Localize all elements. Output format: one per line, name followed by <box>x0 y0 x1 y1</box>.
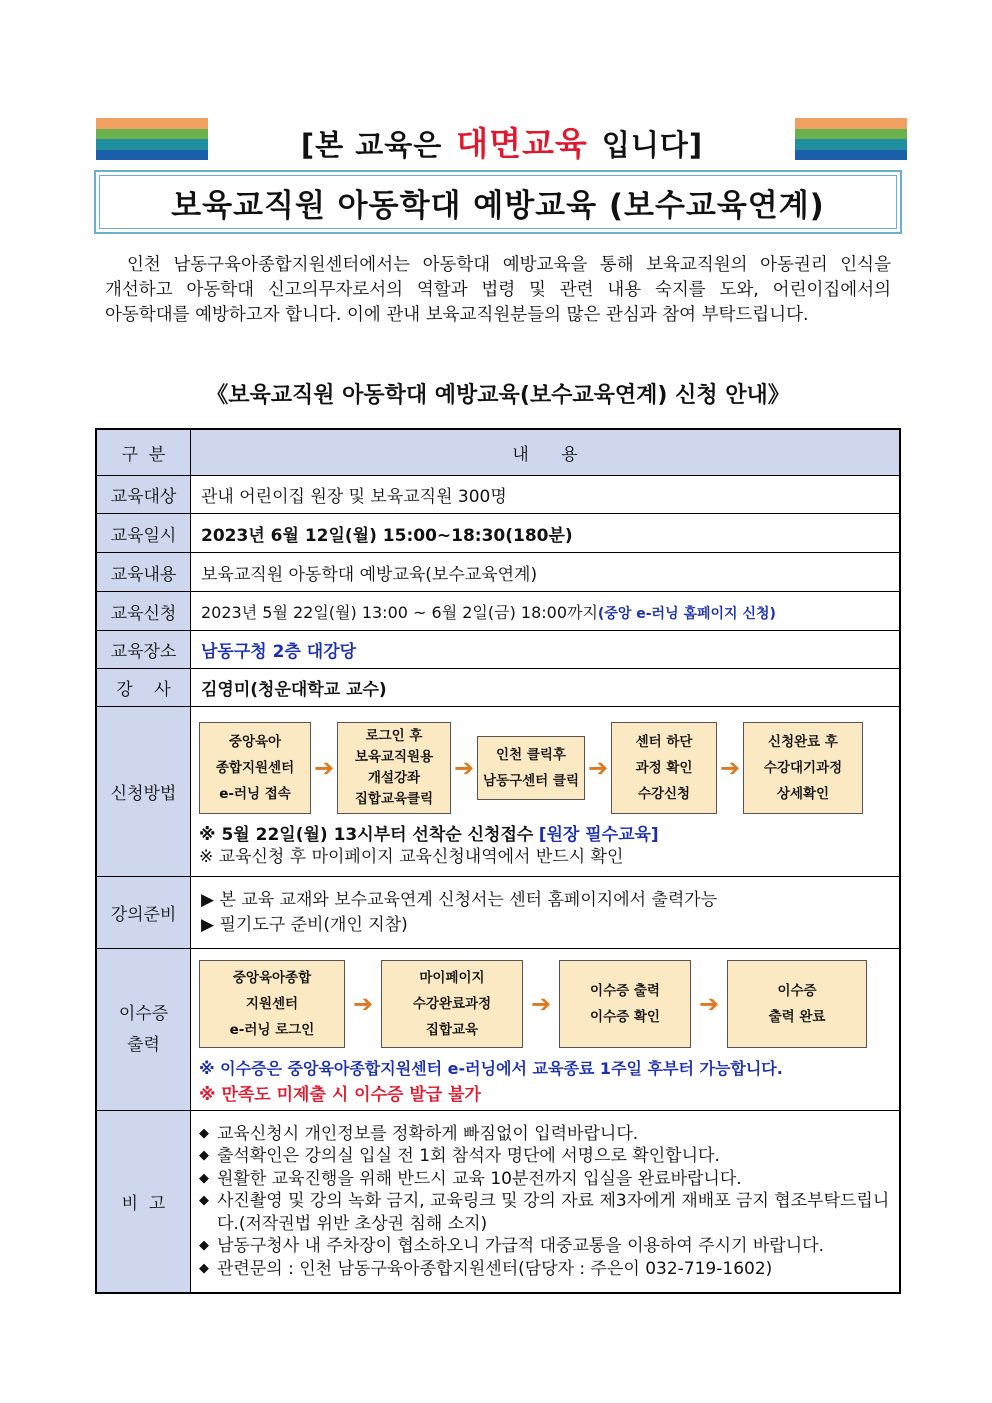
certificate-step-1: 중앙육아종합 지원센터 e-러닝 로그인 <box>199 960 345 1048</box>
list-item: ◆ 원활한 교육진행을 위해 반드시 교육 10분전까지 입실을 완료바랍니다. <box>199 1168 742 1189</box>
certificate-note-2: ※ 만족도 미제출 시 이수증 발급 불가 <box>199 1084 481 1105</box>
datetime-label: 교육일시 <box>96 514 191 553</box>
method-step-1: 중앙육아 종합지원센터 e-러닝 접속 <box>199 722 311 814</box>
arrow-right-icon: ➔ <box>698 989 720 1018</box>
content-label: 교육내용 <box>96 553 191 592</box>
method-note-2: ※ 교육신청 후 마이페이지 교육신청내역에서 반드시 확인 <box>199 846 624 867</box>
place-value: 남동구청 2층 대강당 <box>191 631 901 669</box>
certificate-step-4: 이수증 출력 완료 <box>727 960 867 1048</box>
arrow-right-icon: ➔ <box>453 753 475 782</box>
table-row <box>96 669 900 707</box>
table-row <box>96 877 900 949</box>
header-col2: 내 용 <box>191 429 901 476</box>
table-row <box>96 631 900 669</box>
certificate-flow <box>199 960 891 1048</box>
decorative-stripes-right <box>795 118 907 160</box>
prep-cell <box>191 877 901 949</box>
target-label: 교육대상 <box>96 476 191 514</box>
headline-prefix: [본 교육은 <box>300 128 443 162</box>
header-col1: 구 분 <box>96 429 191 476</box>
headline <box>210 118 794 165</box>
method-step-2: 로그인 후 보육교직원용 개설강좌 집합교육클릭 <box>337 722 451 814</box>
method-step-5: 신청완료 후 수강대기과정 상세확인 <box>743 722 863 814</box>
method-step-4: 센터 하단 과정 확인 수강신청 <box>611 722 717 814</box>
method-label: 신청방법 <box>96 707 191 877</box>
arrow-right-icon: ➔ <box>313 753 335 782</box>
info-table <box>95 428 901 1294</box>
remarks-label: 비 고 <box>96 1111 191 1293</box>
certificate-step-3: 이수증 출력 이수증 확인 <box>559 960 691 1048</box>
section-subtitle: 《보육교직원 아동학대 예방교육(보수교육연계) 신청 안내》 <box>206 383 790 408</box>
certificate-note-1: ※ 이수증은 중앙육아종합지원센터 e-러닝에서 교육종료 1주일 후부터 가능합니다. <box>199 1058 783 1078</box>
prep-item: ▶ 필기도구 준비(개인 지참) <box>201 914 408 935</box>
intro-paragraph: 인천 남동구육아종합지원센터에서는 아동학대 예방교육을 통해 보육교직원의 아동권리 인식을 개선하고 아동학대 신고의무자로서의 역할과 법령 및 관련 내용 숙지를 도와, 어린이집에서의 아동학대를 예방하고자 합니다. 이에 관내 보육교직원분들의 많은 관심과 참여 부탁드립니다. <box>105 255 891 325</box>
remarks-list <box>199 1123 891 1281</box>
decorative-stripes-left <box>96 118 208 160</box>
headline-suffix: 입니다] <box>601 128 704 162</box>
certificate-cell <box>191 949 901 1111</box>
list-item: ◆ 출석확인은 강의실 입실 전 1회 참석자 명단에 서명으로 확인합니다. <box>199 1146 720 1166</box>
table-row <box>96 514 900 553</box>
headline-highlight: 대면교육 <box>456 124 588 163</box>
table-row <box>96 476 900 514</box>
table-row <box>96 707 900 877</box>
list-item: ◆ 교육신청시 개인정보를 정확하게 빠짐없이 입력바랍니다. <box>199 1123 639 1144</box>
remarks-cell <box>191 1111 901 1293</box>
list-item: ◆ 관련문의 : 인천 남동구육아종합지원센터(담당자 : 주은이 032-719-1602) <box>199 1258 773 1279</box>
table-row <box>96 553 900 592</box>
arrow-right-icon: ➔ <box>719 753 741 782</box>
apply-cell <box>191 592 901 631</box>
lecturer-value: 김영미(청운대학교 교수) <box>191 669 901 707</box>
method-flow <box>199 722 891 814</box>
table-row <box>96 1111 900 1293</box>
arrow-right-icon: ➔ <box>352 989 374 1018</box>
title-box <box>94 170 902 234</box>
prep-label: 강의준비 <box>96 877 191 949</box>
datetime-value: 2023년 6월 12일(월) 15:00~18:30(180분) <box>191 514 901 553</box>
table-row <box>96 592 900 631</box>
certificate-label: 이수증 출력 <box>96 949 191 1111</box>
apply-note: (중앙 e-러닝 홈페이지 신청) <box>597 605 776 622</box>
prep-item: ▶ 본 교육 교재와 보수교육연계 신청서는 센터 홈페이지에서 출력가능 <box>201 889 718 910</box>
method-cell <box>191 707 901 877</box>
list-item: ◆ 사진촬영 및 강의 녹화 금지, 교육링크 및 강의 자료 제3자에게 재배포 금지 협조부탁드립니다.(저작권법 위반 초상권 침해 소지) <box>199 1191 890 1234</box>
certificate-step-2: 마이페이지 수강완료과정 집합교육 <box>381 960 523 1048</box>
apply-value: 2023년 5월 22일(월) 13:00 ~ 6월 2일(금) 18:00까지 <box>201 602 598 622</box>
arrow-right-icon: ➔ <box>587 753 609 782</box>
table-header-row <box>96 429 900 476</box>
list-item: ◆ 남동구청사 내 주차장이 협소하오니 가급적 대중교통을 이용하여 주시기 바랍니다. <box>199 1236 824 1256</box>
place-label: 교육장소 <box>96 631 191 669</box>
method-step-3: 인천 클릭후 남동구센터 클릭 <box>477 736 585 800</box>
apply-label: 교육신청 <box>96 592 191 631</box>
method-note-1: ※ 5월 22일(월) 13시부터 선착순 신청접수 [원장 필수교육] <box>199 824 659 845</box>
page-title: 보육교직원 아동학대 예방교육 (보수교육연계) <box>99 175 897 229</box>
arrow-right-icon: ➔ <box>530 989 552 1018</box>
table-row <box>96 949 900 1111</box>
target-value: 관내 어린이집 원장 및 보육교직원 300명 <box>191 476 901 514</box>
content-value: 보육교직원 아동학대 예방교육(보수교육연계) <box>191 553 901 592</box>
lecturer-label: 강 사 <box>96 669 191 707</box>
